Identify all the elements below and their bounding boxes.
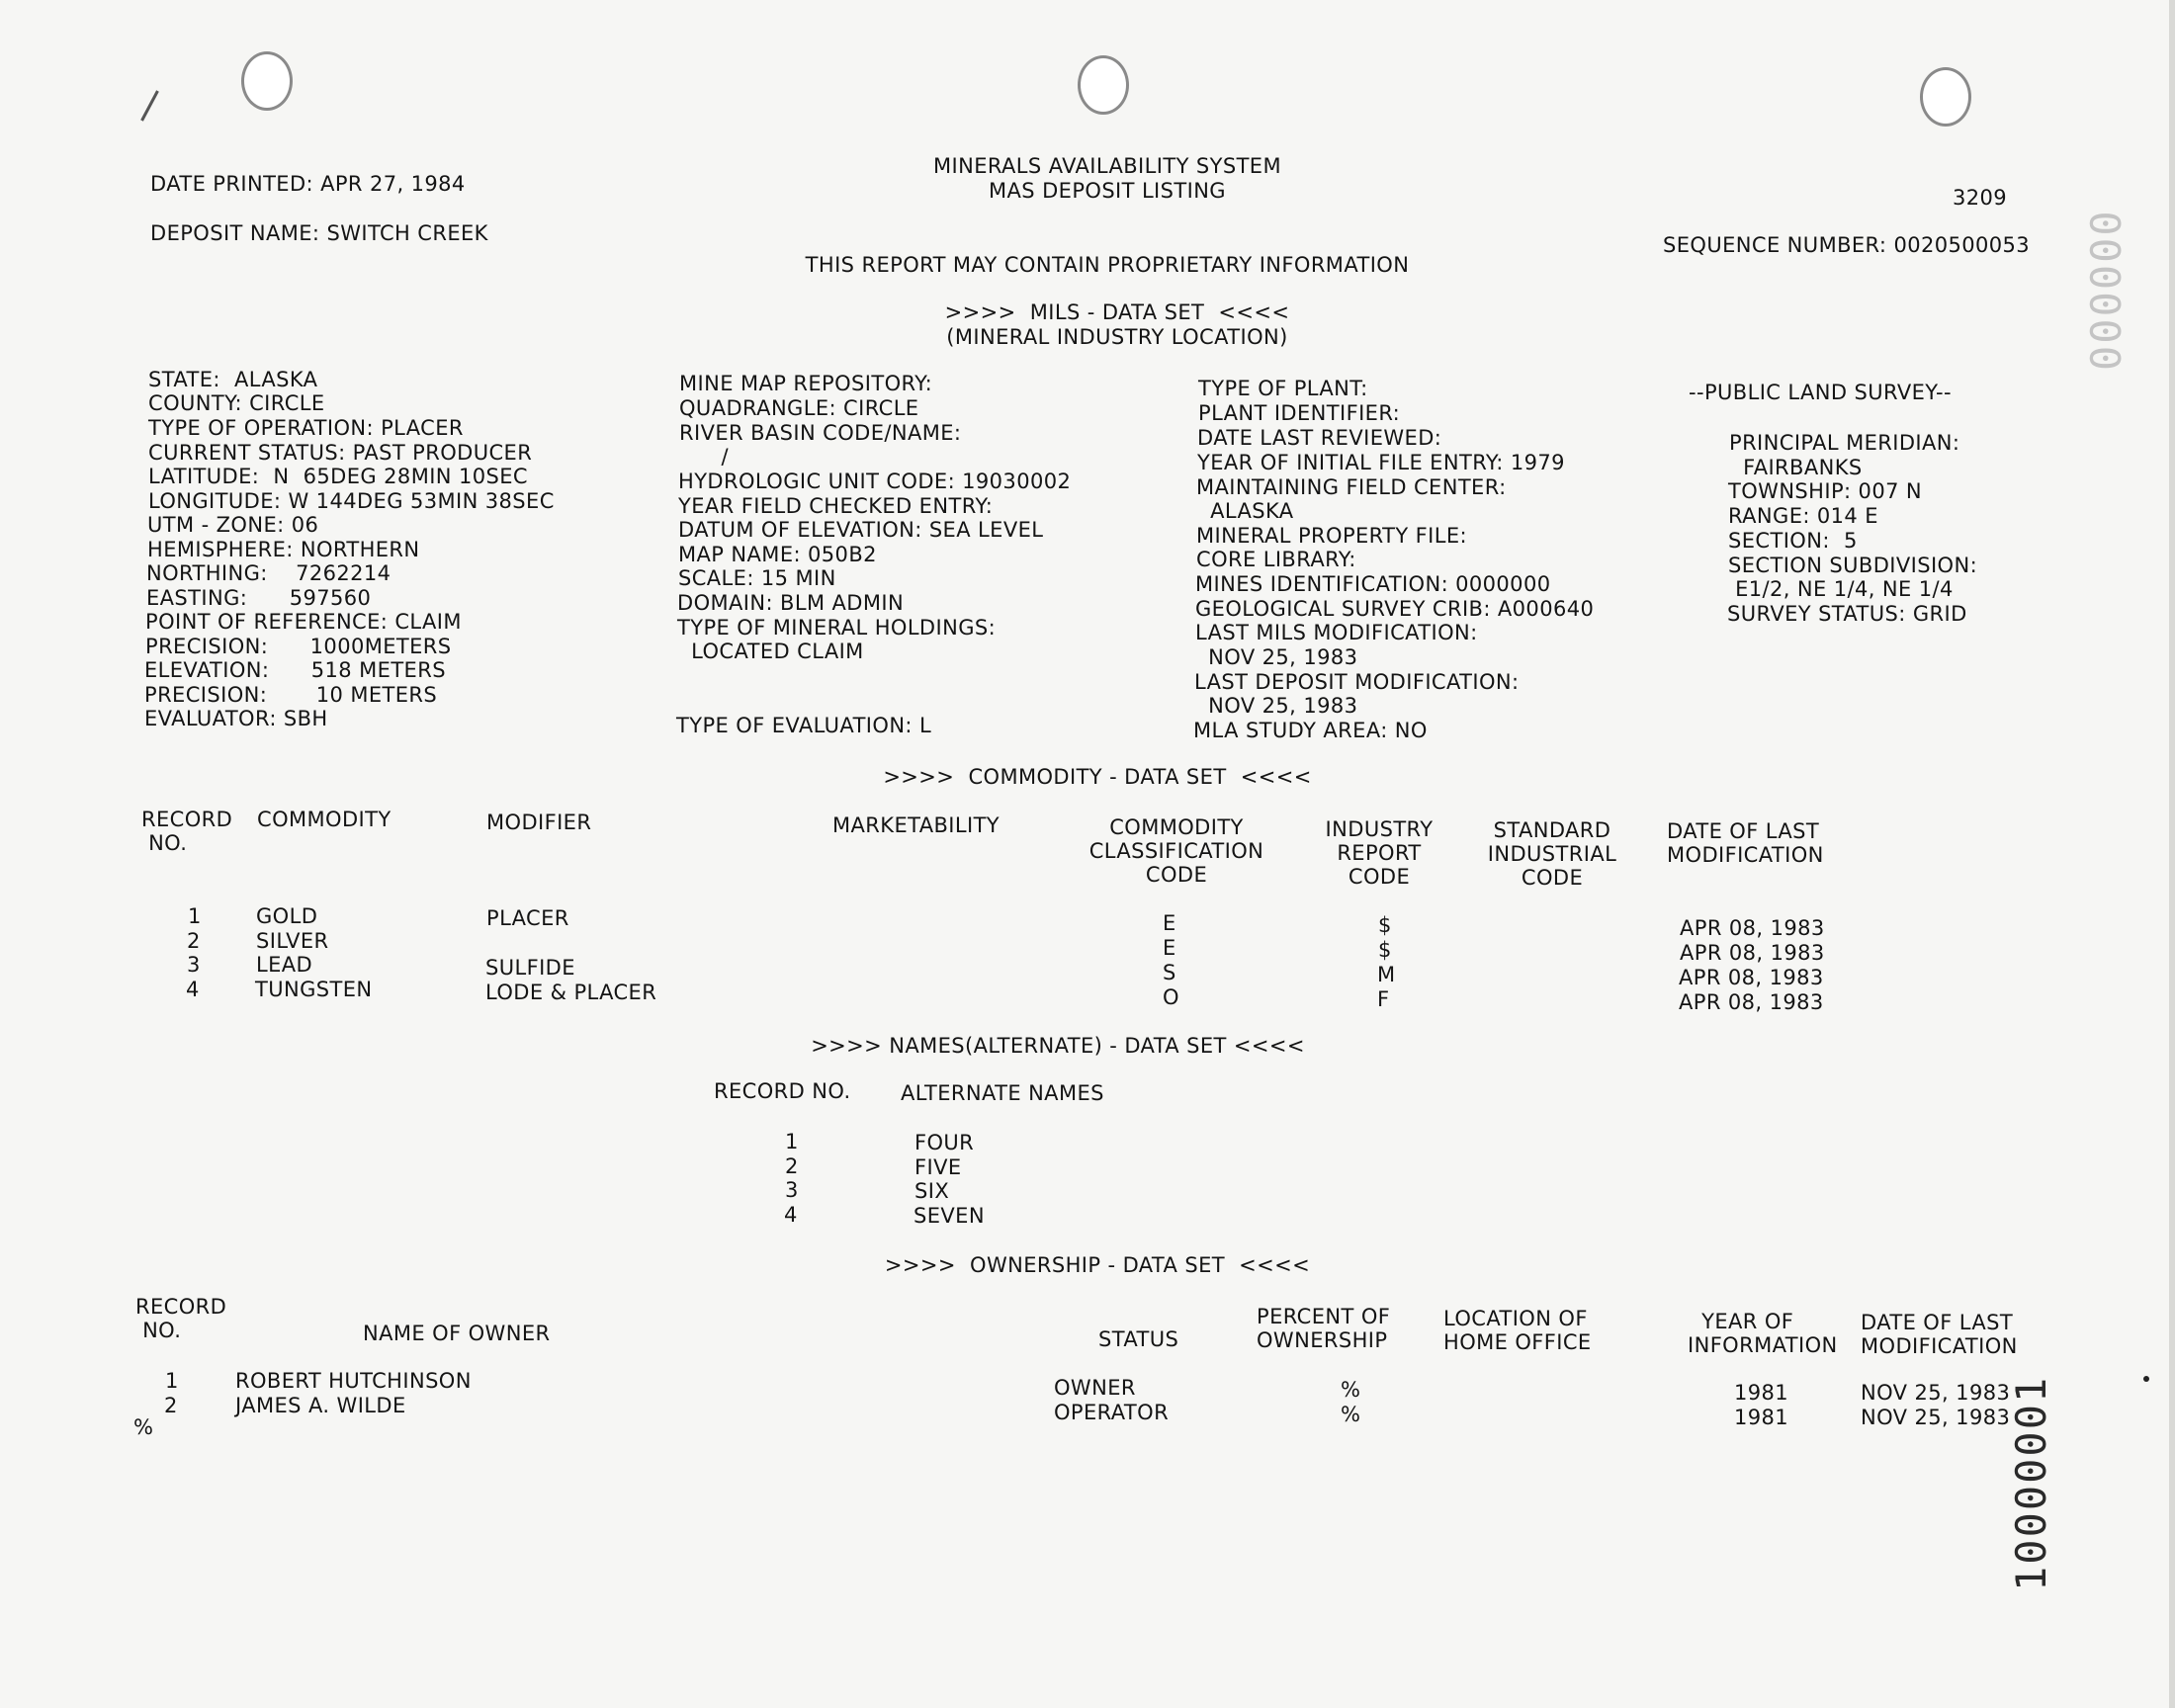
mils-subheading: (MINERAL INDUSTRY LOCATION): [946, 325, 1288, 349]
record-no: 4: [784, 1203, 798, 1227]
mils-field: EASTING: 597560: [146, 586, 372, 610]
mils-field: ELEVATION: 518 METERS: [144, 658, 446, 682]
modification-date: APR 08, 1983: [1680, 941, 1825, 965]
commodity-heading: >>>> COMMODITY - DATA SET <<<<: [883, 765, 1312, 789]
sequence-number: SEQUENCE NUMBER: 0020500053: [1663, 233, 2031, 257]
mils-field: DATE LAST REVIEWED:: [1197, 426, 1442, 450]
commodity-header-modifier: MODIFIER: [486, 811, 592, 834]
commodity-modifier: LODE & PLACER: [485, 981, 657, 1004]
mils-field: DOMAIN: BLM ADMIN: [677, 591, 905, 615]
scan-mark: [140, 90, 159, 121]
owner-name: JAMES A. WILDE: [235, 1394, 406, 1417]
mils-field: PRECISION: 10 METERS: [144, 683, 438, 707]
mils-field: POINT OF REFERENCE: CLAIM: [145, 610, 462, 634]
record-no: 2: [164, 1394, 178, 1417]
pls-field: RANGE: 014 E: [1728, 504, 1878, 528]
mils-field: DATUM OF ELEVATION: SEA LEVEL: [678, 518, 1044, 542]
pls-field: FAIRBANKS: [1729, 456, 1863, 479]
commodity-modifier: SULFIDE: [485, 956, 575, 980]
mils-field: TYPE OF PLANT:: [1198, 377, 1368, 400]
record-no: 2: [187, 929, 201, 953]
modification-date: APR 08, 1983: [1680, 916, 1825, 940]
record-no: 4: [186, 978, 200, 1001]
mils-field: NORTHING: 7262214: [146, 561, 392, 585]
owner-year: 1981: [1734, 1406, 1789, 1429]
owner-status: OPERATOR: [1054, 1401, 1170, 1424]
mils-field: LONGITUDE: W 144DEG 53MIN 38SEC: [148, 489, 555, 513]
mils-field: QUADRANGLE: CIRCLE: [679, 396, 919, 420]
pls-heading: --PUBLIC LAND SURVEY--: [1689, 381, 1952, 404]
mils-field: LAST MILS MODIFICATION:: [1195, 621, 1478, 644]
record-no: 1: [165, 1369, 179, 1393]
alternate-name: SIX: [914, 1179, 950, 1203]
classification-code: E: [1163, 936, 1176, 960]
mils-field: COUNTY: CIRCLE: [148, 391, 325, 415]
pls-field: PRINCIPAL MERIDIAN:: [1729, 431, 1960, 455]
commodity-name: SILVER: [256, 929, 329, 953]
mils-field: HEMISPHERE: NORTHERN: [147, 538, 420, 561]
ownership-header-date: DATE OF LAST MODIFICATION: [1861, 1311, 2018, 1358]
deposit-name: DEPOSIT NAME: SWITCH CREEK: [150, 221, 488, 245]
owner-modification-date: NOV 25, 1983: [1861, 1381, 2011, 1405]
names-heading: >>>> NAMES(ALTERNATE) - DATA SET <<<<: [811, 1034, 1305, 1058]
punch-hole-center: [1078, 55, 1129, 115]
mils-field: LAST DEPOSIT MODIFICATION:: [1194, 670, 1520, 694]
date-printed: DATE PRINTED: APR 27, 1984: [150, 172, 466, 196]
mils-field: MAP NAME: 050B2: [678, 543, 877, 566]
alternate-name: FIVE: [914, 1155, 962, 1179]
pls-field: SURVEY STATUS: GRID: [1727, 602, 1967, 626]
commodity-header-date: DATE OF LAST MODIFICATION: [1667, 819, 1824, 867]
bates-stamp-faint: 000000: [2082, 209, 2131, 371]
mils-field: SCALE: 15 MIN: [678, 566, 836, 590]
record-no: 3: [187, 953, 201, 977]
classification-code: S: [1163, 961, 1176, 984]
report-code: F: [1377, 987, 1390, 1011]
ownership-header-status: STATUS: [1098, 1327, 1179, 1351]
mils-field: MINE MAP REPOSITORY:: [679, 372, 933, 395]
commodity-header-industry: INDUSTRY REPORT CODE: [1325, 817, 1434, 889]
commodity-header-commodity: COMMODITY: [257, 808, 392, 831]
mils-field: YEAR FIELD CHECKED ENTRY:: [678, 494, 994, 518]
ownership-header-year: YEAR OF INFORMATION: [1688, 1310, 1838, 1357]
record-no: 2: [785, 1154, 799, 1178]
mils-field: HYDROLOGIC UNIT CODE: 19030002: [678, 470, 1072, 493]
owner-modification-date: NOV 25, 1983: [1861, 1406, 2011, 1429]
mils-field: YEAR OF INITIAL FILE ENTRY: 1979: [1197, 451, 1565, 474]
mils-field: MLA STUDY AREA: NO: [1193, 719, 1428, 742]
report-code: $: [1378, 913, 1392, 937]
commodity-name: LEAD: [256, 953, 313, 977]
names-header-names: ALTERNATE NAMES: [901, 1081, 1104, 1105]
report-code: M: [1377, 963, 1396, 986]
owner-year: 1981: [1734, 1381, 1789, 1405]
pls-field: SECTION: 5: [1728, 529, 1858, 553]
page-number: 3209: [1953, 186, 2008, 210]
owner-status: OWNER: [1054, 1376, 1136, 1400]
mils-field: GEOLOGICAL SURVEY CRIB: A000640: [1195, 597, 1595, 621]
bates-stamp: 10000001: [2007, 1375, 2055, 1591]
ownership-header-location: LOCATION OF HOME OFFICE: [1443, 1307, 1592, 1354]
pls-field: TOWNSHIP: 007 N: [1728, 479, 1923, 503]
classification-code: O: [1163, 985, 1179, 1009]
ownership-header-record: RECORD NO.: [135, 1295, 227, 1342]
mils-field: CURRENT STATUS: PAST PRODUCER: [148, 441, 533, 465]
commodity-header-record: RECORD NO.: [141, 808, 233, 855]
mils-heading: >>>> MILS - DATA SET <<<<: [944, 300, 1290, 324]
mils-field: LOCATED CLAIM: [677, 640, 864, 663]
commodity-header-sic: STANDARD INDUSTRIAL CODE: [1487, 818, 1617, 890]
owner-percent: %: [1341, 1403, 1361, 1426]
commodity-name: TUNGSTEN: [255, 978, 373, 1001]
proprietary-notice: THIS REPORT MAY CONTAIN PROPRIETARY INFORMATION: [805, 253, 1410, 277]
mils-field: MINERAL PROPERTY FILE:: [1196, 524, 1467, 548]
mils-field: PRECISION: 1000METERS: [145, 635, 452, 658]
pls-field: E1/2, NE 1/4, NE 1/4: [1728, 577, 1954, 601]
mils-field: RIVER BASIN CODE/NAME:: [679, 421, 962, 445]
punch-hole-right: [1920, 67, 1971, 127]
owner-percent: %: [1341, 1378, 1361, 1402]
mils-field: PLANT IDENTIFIER:: [1198, 401, 1401, 425]
mils-field: UTM - ZONE: 06: [147, 513, 319, 537]
mils-field: CORE LIBRARY:: [1196, 548, 1356, 571]
record-no: 3: [785, 1178, 799, 1202]
modification-date: APR 08, 1983: [1679, 990, 1824, 1014]
page-edge-shadow: [2169, 0, 2175, 1708]
ownership-header-percent: PERCENT OF OWNERSHIP: [1257, 1305, 1391, 1352]
commodity-header-classification: COMMODITY CLASSIFICATION CODE: [1088, 815, 1264, 887]
mils-field: MAINTAINING FIELD CENTER:: [1196, 475, 1507, 499]
mils-field: STATE: ALASKA: [148, 368, 318, 391]
alternate-name: SEVEN: [914, 1204, 985, 1228]
record-no: 1: [188, 904, 202, 928]
classification-code: E: [1163, 911, 1176, 935]
ownership-header-owner: NAME OF OWNER: [363, 1322, 551, 1345]
commodity-header-marketability: MARKETABILITY: [832, 813, 1000, 837]
mils-field: /: [679, 445, 729, 469]
listing-title: MAS DEPOSIT LISTING: [989, 179, 1226, 203]
type-of-evaluation: TYPE OF EVALUATION: L: [676, 714, 932, 737]
scan-mark-dot: [2143, 1376, 2149, 1382]
report-code: $: [1378, 938, 1392, 962]
mils-field: LATITUDE: N 65DEG 28MIN 10SEC: [148, 465, 528, 488]
alternate-name: FOUR: [914, 1131, 975, 1154]
mils-field: TYPE OF OPERATION: PLACER: [148, 416, 464, 440]
names-header-record: RECORD NO.: [714, 1079, 851, 1103]
trailing-percent: %: [133, 1415, 154, 1439]
system-title: MINERALS AVAILABILITY SYSTEM: [933, 154, 1281, 178]
mils-field: EVALUATOR: SBH: [144, 707, 328, 730]
mils-field: NOV 25, 1983: [1194, 694, 1358, 718]
ownership-heading: >>>> OWNERSHIP - DATA SET <<<<: [884, 1253, 1311, 1277]
pls-field: SECTION SUBDIVISION:: [1728, 554, 1978, 577]
commodity-modifier: PLACER: [486, 906, 569, 930]
mils-field: NOV 25, 1983: [1194, 645, 1358, 669]
modification-date: APR 08, 1983: [1679, 966, 1824, 989]
commodity-name: GOLD: [256, 904, 318, 928]
mils-field: ALASKA: [1196, 499, 1294, 523]
mils-field: TYPE OF MINERAL HOLDINGS:: [677, 616, 997, 640]
mils-field: MINES IDENTIFICATION: 0000000: [1195, 572, 1551, 596]
owner-name: ROBERT HUTCHINSON: [235, 1369, 472, 1393]
punch-hole-left: [241, 51, 293, 111]
record-no: 1: [785, 1130, 799, 1153]
